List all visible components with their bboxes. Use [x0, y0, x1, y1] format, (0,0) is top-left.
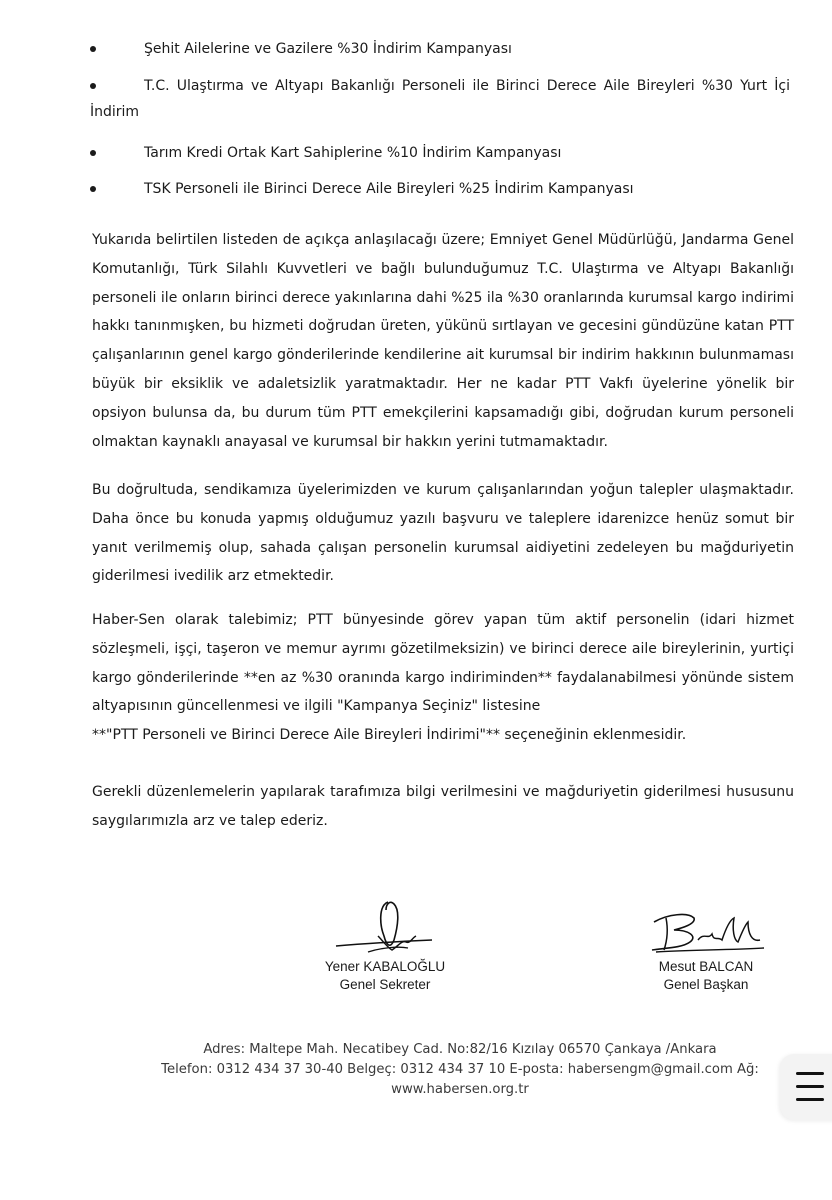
list-item-text: T.C. Ulaştırma ve Altyapı Bakanlığı Personeli ile Birinci Derece Aile Bireyleri %30 Yurt İçi İndirim [90, 78, 790, 120]
hamburger-menu-icon[interactable] [780, 1054, 832, 1120]
letterhead-footer [150, 1040, 770, 1100]
request-option-text: **"PTT Personeli ve Birinci Derece Aile Bireyleri İndirimi"** seçeneğinin eklenmesidir. [92, 727, 687, 744]
list-item [90, 36, 512, 62]
signature-secretary [300, 958, 470, 994]
bullet-icon [90, 150, 96, 156]
list-item [90, 176, 634, 202]
list-item-text: Tarım Kredi Ortak Kart Sahiplerine %10 İndirim Kampanyası [144, 145, 562, 161]
body-paragraph: Bu doğrultuda, sendikamıza üyelerimizden ve kurum çalışanlarından yoğun talepler ulaşmaktadır. Daha önce bu konuda yapmış olduğumuz yazılı başvuru ve taleplere idarenizce henüz somut bir yanıt verilmemiş olup, sahada çalışan personelin kurumsal aidiyetini zedeleyen bu mağduriyetin giderilmesi ivedilik arz etmektedir. [92, 482, 794, 585]
list-item [90, 140, 561, 166]
list-item-text: TSK Personeli ile Birinci Derece Aile Bireyleri %25 İndirim Kampanyası [144, 181, 634, 197]
signer-name: Mesut BALCAN [658, 959, 754, 974]
signer-name: Yener KABALOĞLU [324, 959, 446, 974]
bullet-icon [90, 83, 96, 89]
signer-title: Genel Sekreter [339, 977, 431, 992]
body-paragraph: Yukarıda belirtilen listeden de açıkça anlaşılacağı üzere; Emniyet Genel Müdürlüğü, Jandarma Genel Komutanlığı, Türk Silahlı Kuvvetleri ve bağlı bulunduğumuz T.C. Ulaştırma ve Altyapı Bakanlığı personeli ile onların birinci derece yakınlarına dahi %25 ila %30 oranlarında kurumsal kargo indirimi hakkı tanınmışken, bu hizmeti doğrudan üreten, yükünü sırtlayan ve gecesini gündüzüne katan PTT çalışanlarının genel kargo gönderilerinde kendilerine ait kurumsal bir indirim hakkının bulunmaması büyük bir eksiklik ve adaletsizlik yaratmaktadır. Her ne kadar PTT Vakfı üyelerine yönelik bir opsiyon bulunsa da, bu durum tüm PTT emekçilerini kapsamadığı gibi, doğrudan kurum personeli olmaktan kaynaklı anayasal ve kurumsal bir hakkın yerini tutmamaktadır. [92, 232, 794, 450]
bullet-icon [90, 186, 96, 192]
closing-paragraph: Gerekli düzenlemelerin yapılarak tarafımıza bilgi verilmesini ve mağduriyetin giderilmesi hususunu saygılarımızla arz ve talep ederiz. [92, 784, 794, 829]
request-paragraph [92, 606, 794, 750]
list-item [90, 73, 790, 125]
list-item-text: Şehit Ailelerine ve Gazilere %30 İndirim Kampanyası [144, 41, 512, 57]
signature-president [646, 958, 766, 994]
request-text: Haber-Sen olarak talebimiz; PTT bünyesinde görev yapan tüm aktif personelin (idari hizmet sözleşmeli, işçi, taşeron ve memur ayrımı gözetilmeksizin) ve birinci derece aile bireylerinin, yurtiçi kargo gönderilerinde **en az %30 oranında kargo indiriminden** faydalanabilmesi yönünde sistem altyapısının güncellenmesi ve ilgili "Kampanya Seçiniz" listesine [92, 612, 794, 715]
signer-title: Genel Başkan [663, 977, 749, 992]
signature-image [328, 896, 438, 958]
signature-image [648, 906, 766, 956]
bullet-icon [90, 46, 96, 52]
footer-address: Adres: Maltepe Mah. Necatibey Cad. No:82/16 Kızılay 06570 Çankaya /Ankara [203, 1042, 717, 1057]
footer-contact: Telefon: 0312 434 37 30-40 Belgeç: 0312 434 37 10 E-posta: habersengm@gmail.com Ağ: [161, 1062, 759, 1077]
footer-website: www.habersen.org.tr [391, 1082, 529, 1097]
